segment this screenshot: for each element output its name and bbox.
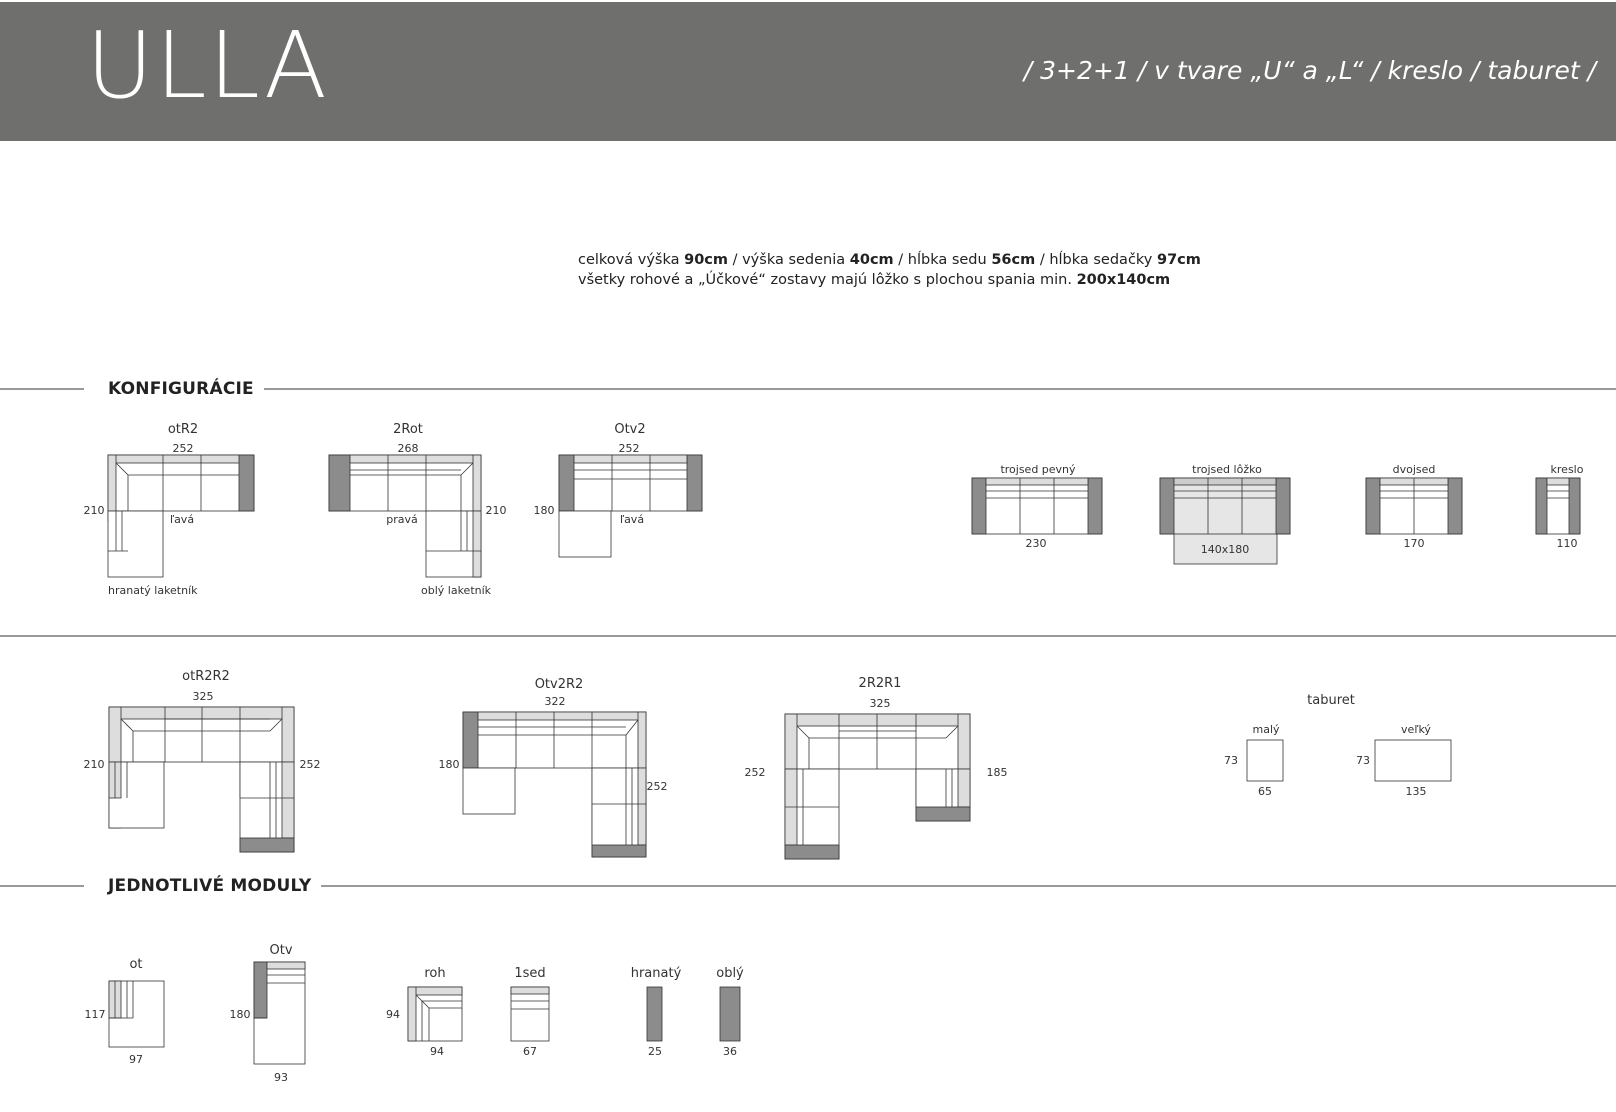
config-Otv2R2-left-depth: 180 xyxy=(438,758,460,771)
module-obly-drawing xyxy=(720,987,740,1041)
sofa-trojsed-pevny-name: trojsed pevný xyxy=(1000,463,1076,476)
spec-segment: / hĺbka sedu xyxy=(893,252,992,268)
config-otR2-name: otR2 xyxy=(167,422,199,437)
config-2R2R1-name: 2R2R1 xyxy=(858,676,902,691)
config-2Rot-depth: 210 xyxy=(485,504,507,517)
module-1sed-drawing xyxy=(511,987,549,1041)
config-Otv2R2-right-depth: 252 xyxy=(646,780,668,793)
module-hranaty-drawing xyxy=(647,987,662,1041)
config-otR2-armrest: hranatý laketník xyxy=(108,584,198,597)
config-Otv2R2-width: 322 xyxy=(544,695,566,708)
sofa-trojsed-lozko-name: trojsed lôžko xyxy=(1192,463,1262,476)
sofa-dvojsed-width: 170 xyxy=(1403,537,1425,550)
module-ot-height: 117 xyxy=(84,1008,106,1021)
config-Otv2-note: ľavá xyxy=(619,513,645,526)
config-2Rot-note: pravá xyxy=(386,513,418,526)
config-Otv2-depth: 180 xyxy=(533,504,555,517)
config-2R2R1-left-depth: 252 xyxy=(744,766,766,779)
config-Otv2-name: Otv2 xyxy=(614,422,646,437)
config-otR2R2-left-depth: 210 xyxy=(83,758,105,771)
config-otR2R2-name: otR2R2 xyxy=(182,669,230,684)
module-roh-drawing xyxy=(408,987,462,1041)
taburet-maly-name: malý xyxy=(1252,723,1280,736)
module-1sed-name: 1sed xyxy=(514,966,546,981)
module-Otv-drawing xyxy=(254,962,305,1064)
section-title-configurations: KONFIGURÁCIE xyxy=(98,379,264,399)
section-title-modules: JEDNOTLIVÉ MODULY xyxy=(98,876,321,896)
taburet-velky-name: veľký xyxy=(1401,723,1431,736)
config-otR2-note: ľavá xyxy=(169,513,195,526)
sofa-kreslo-width: 110 xyxy=(1556,537,1578,550)
config-otR2R2-drawing xyxy=(109,707,294,852)
module-roh-height: 94 xyxy=(386,1008,400,1021)
module-1sed-width: 67 xyxy=(523,1045,537,1058)
config-otR2-depth: 210 xyxy=(83,504,105,517)
config-Otv2-drawing xyxy=(559,455,702,557)
sofa-dvojsed-name: dvojsed xyxy=(1392,463,1436,476)
spec-segment: 56cm xyxy=(991,252,1036,268)
taburet-velky-drawing xyxy=(1375,740,1451,781)
sofa-kreslo-name: kreslo xyxy=(1550,463,1584,476)
sofa-trojsed-pevny-drawing xyxy=(972,478,1102,534)
module-Otv-name: Otv xyxy=(269,943,293,958)
taburet-velky-width: 135 xyxy=(1405,785,1427,798)
module-ot-width: 97 xyxy=(129,1053,143,1066)
config-otR2R2-right-depth: 252 xyxy=(299,758,321,771)
spec-segment: celková výška xyxy=(578,252,685,268)
config-2Rot-armrest: oblý laketník xyxy=(421,584,492,597)
module-obly-name: oblý xyxy=(716,966,744,981)
taburet-velky-height: 73 xyxy=(1356,754,1370,767)
config-otR2R2-width: 325 xyxy=(192,690,214,703)
spec-segment: 97cm xyxy=(1157,252,1201,268)
module-ot-name: ot xyxy=(129,957,143,972)
module-ot-drawing xyxy=(109,981,164,1047)
module-roh-width: 94 xyxy=(430,1045,444,1058)
taburet-title: taburet xyxy=(1307,693,1355,708)
config-otR2-width: 252 xyxy=(172,442,194,455)
module-hranaty-name: hranatý xyxy=(630,966,682,981)
spec-segment: všetky rohové a „Účkové“ zostavy majú lôžko s plochou spania min. xyxy=(578,272,1077,288)
module-hranaty-width: 25 xyxy=(648,1045,662,1058)
spec-segment: 200x140cm xyxy=(1076,272,1171,288)
spec-segment: 40cm xyxy=(849,252,894,268)
config-2R2R1-width: 325 xyxy=(869,697,891,710)
brand-title: ULLA xyxy=(86,12,329,119)
taburet-maly-height: 73 xyxy=(1224,754,1238,767)
module-roh-name: roh xyxy=(424,966,446,981)
module-Otv-width: 93 xyxy=(274,1071,288,1084)
sofa-trojsed-pevny-width: 230 xyxy=(1025,537,1047,550)
config-Otv2R2-drawing xyxy=(463,712,646,857)
header-subtitle: / 3+2+1 / v tvare „U“ a „L“ / kreslo / taburet / xyxy=(1023,56,1596,85)
spec-segment: / výška sedenia xyxy=(728,252,850,268)
taburet-maly-drawing xyxy=(1247,740,1283,781)
module-obly-width: 36 xyxy=(723,1045,737,1058)
taburet-maly-width: 65 xyxy=(1258,785,1272,798)
config-Otv2-width: 252 xyxy=(618,442,640,455)
config-Otv2R2-name: Otv2R2 xyxy=(534,677,584,692)
config-2R2R1-drawing xyxy=(785,714,970,859)
config-2R2R1-right-depth: 185 xyxy=(986,766,1008,779)
config-2Rot-name: 2Rot xyxy=(393,422,423,437)
sofa-trojsed-lozko-bed: 140x180 xyxy=(1200,543,1250,556)
module-Otv-height: 180 xyxy=(229,1008,251,1021)
sofa-dvojsed-drawing xyxy=(1366,478,1462,534)
spec-segment: 90cm xyxy=(684,252,728,268)
config-2Rot-width: 268 xyxy=(397,442,419,455)
spec-segment: / hĺbka sedačky xyxy=(1035,252,1157,268)
sofa-kreslo-drawing xyxy=(1536,478,1580,534)
